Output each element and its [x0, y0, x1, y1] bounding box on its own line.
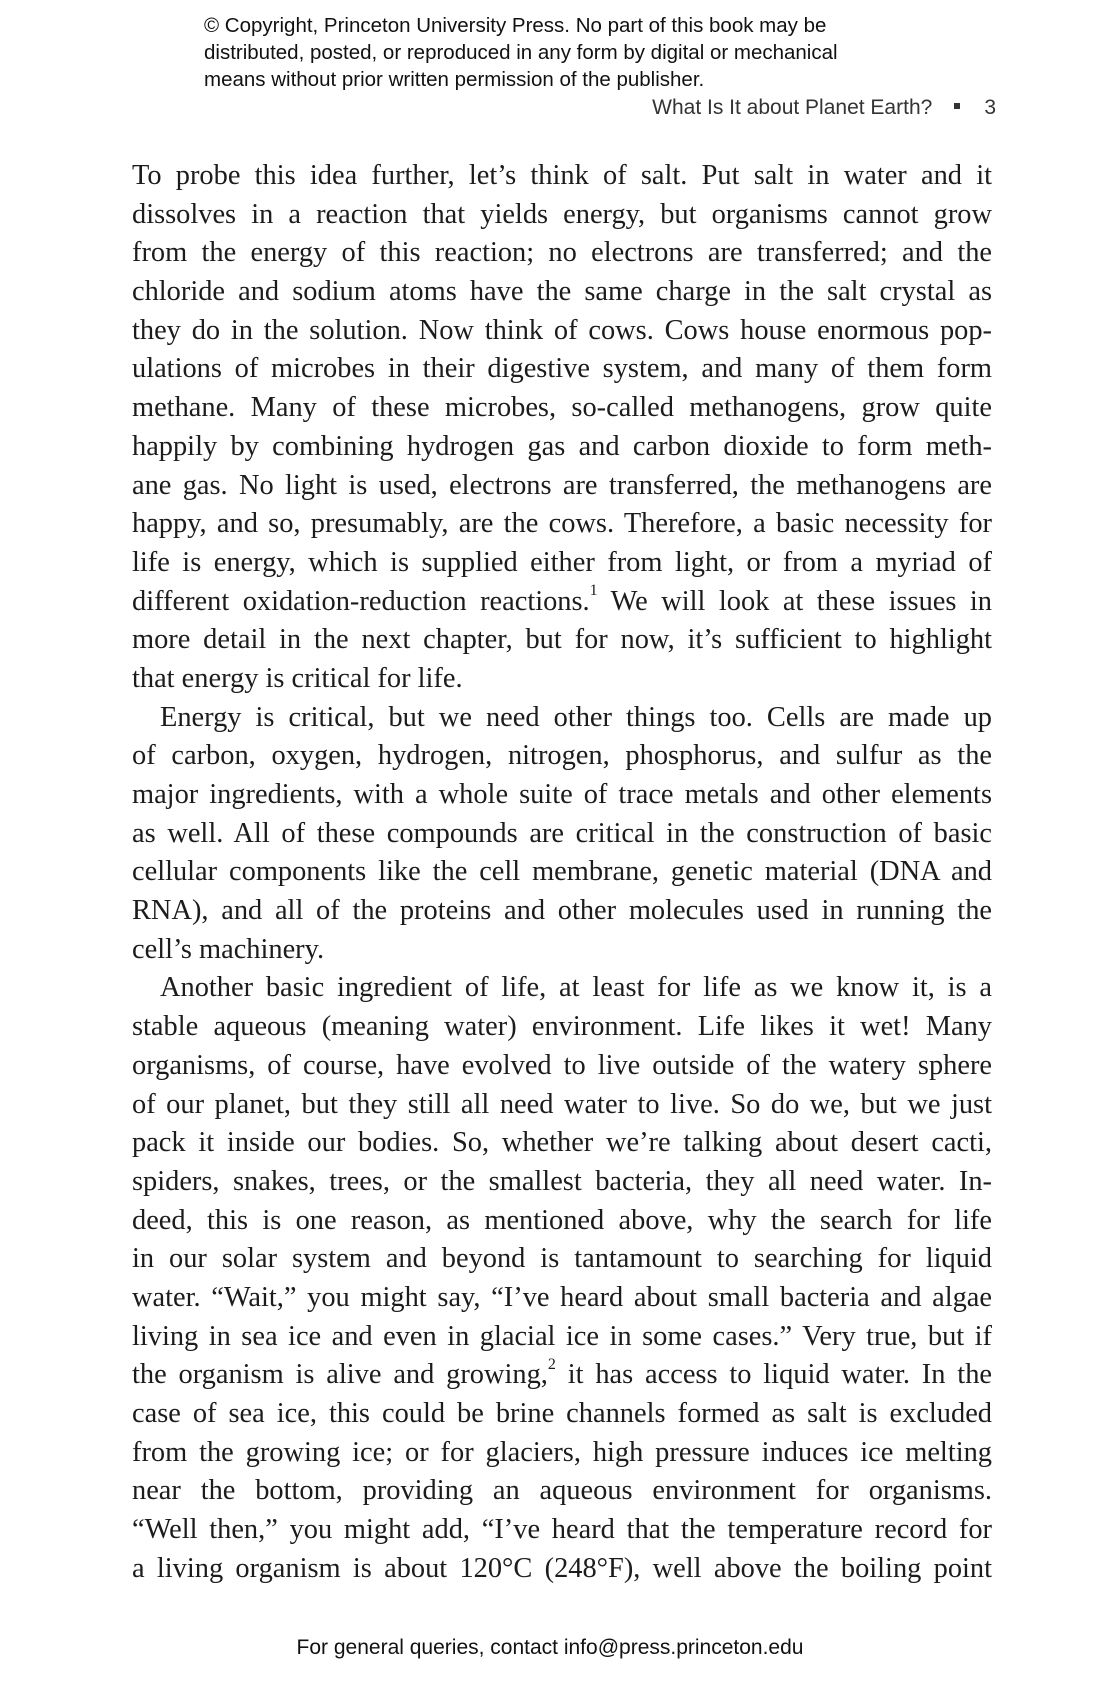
text-line: “Well then,” you might add, “I’ve heard that the temperature record for: [132, 1514, 992, 1546]
text-segment: the organism is alive and growing,: [132, 1359, 548, 1391]
running-title: What Is It about Planet Earth?: [652, 96, 933, 119]
text-line: pack it inside our bodies. So, whether we’re talking about desert cacti,: [132, 1127, 992, 1159]
text-line: from the energy of this reaction; no electrons are transferred; and the: [132, 237, 992, 269]
text-line: they do in the solution. Now think of cows. Cows house enormous pop-: [132, 314, 992, 346]
text-line: life is energy, which is supplied either from light, or from a myriad of: [132, 546, 992, 578]
text-line: case of sea ice, this could be brine channels formed as salt is excluded: [132, 1398, 992, 1429]
text-line: RNA), and all of the proteins and other molecules used in running the: [132, 895, 992, 927]
text-line: Energy is critical, but we need other things too. Cells are made up: [160, 701, 992, 733]
copyright-notice: [204, 12, 964, 93]
text-line: water. “Wait,” you might say, “I’ve heard about small bacteria and algae: [132, 1281, 992, 1313]
copyright-line: © Copyright, Princeton University Press. No part of this book may be: [204, 14, 827, 37]
footer-contact: For general queries, contact info@press.princeton.edu: [296, 1636, 804, 1659]
text-line: major ingredients, with a whole suite of trace metals and other elements: [132, 779, 992, 810]
square-bullet-icon: [954, 103, 960, 109]
paragraph-2: [132, 699, 992, 970]
page-number: 3: [984, 96, 996, 119]
footnote-marker: 1: [589, 582, 598, 600]
text-line: more detail in the next chapter, but for now, it’s sufficient to highlight: [132, 624, 992, 656]
text-line: as well. All of these compounds are critical in the construction of basic: [132, 817, 992, 849]
text-line: stable aqueous (meaning water) environment. Life likes it wet! Many: [132, 1011, 992, 1043]
text-line: chloride and sodium atoms have the same charge in the salt crystal as: [132, 276, 992, 308]
text-line: happy, and so, presumably, are the cows. Therefore, a basic necessity for: [132, 508, 992, 540]
text-line: [132, 583, 992, 622]
text-segment: different oxidation-reduction reactions.: [132, 585, 590, 617]
text-line: deed, this is one reason, as mentioned above, why the search for life: [132, 1204, 992, 1236]
text-line: ulations of microbes in their digestive system, and many of them form: [132, 353, 992, 385]
text-line: a living organism is about 120°C (248°F), well above the boiling point: [132, 1552, 992, 1584]
text-segment: it has access to liquid water. In the: [555, 1359, 992, 1391]
text-line: dissolves in a reaction that yields energy, but organisms cannot grow: [132, 198, 992, 230]
running-head: [652, 94, 996, 122]
body-text: [132, 157, 992, 1588]
text-line: happily by combining hydrogen gas and carbon dioxide to form meth-: [132, 430, 992, 462]
text-line: methane. Many of these microbes, so-called methanogens, grow quite: [132, 392, 992, 424]
text-line: To probe this idea further, let’s think of salt. Put salt in water and it: [132, 160, 992, 191]
text-line: [132, 1356, 992, 1395]
text-segment: We will look at these issues in: [597, 585, 992, 617]
text-line: Another basic ingredient of life, at least for life as we know it, is a: [160, 972, 992, 1004]
text-line: living in sea ice and even in glacial ice in some cases.” Very true, but if: [132, 1320, 992, 1352]
text-line: that energy is critical for life.: [132, 662, 463, 694]
text-line: from the growing ice; or for glaciers, high pressure induces ice melting: [132, 1436, 992, 1468]
paragraph-1: [132, 157, 992, 699]
text-line: organisms, of course, have evolved to live outside of the watery sphere: [132, 1049, 992, 1081]
copyright-line: distributed, posted, or reproduced in any form by digital or mechanical: [204, 41, 838, 64]
text-line: in our solar system and beyond is tantamount to searching for liquid: [132, 1243, 992, 1275]
text-line: of carbon, oxygen, hydrogen, nitrogen, phosphorus, and sulfur as the: [132, 740, 992, 772]
text-line: cellular components like the cell membrane, genetic material (DNA and: [132, 856, 992, 888]
copyright-line: means without prior written permission of the publisher.: [204, 68, 705, 91]
footnote-marker: 2: [547, 1356, 556, 1373]
text-line: ane gas. No light is used, electrons are transferred, the methanogens are: [132, 469, 992, 501]
text-line: of our planet, but they still all need water to live. So do we, but we just: [132, 1088, 992, 1120]
text-line: cell’s machinery.: [132, 933, 325, 965]
text-line: near the bottom, providing an aqueous environment for organisms.: [132, 1475, 992, 1507]
text-line: spiders, snakes, trees, or the smallest bacteria, they all need water. In-: [132, 1165, 992, 1197]
paragraph-3: [132, 969, 992, 1588]
